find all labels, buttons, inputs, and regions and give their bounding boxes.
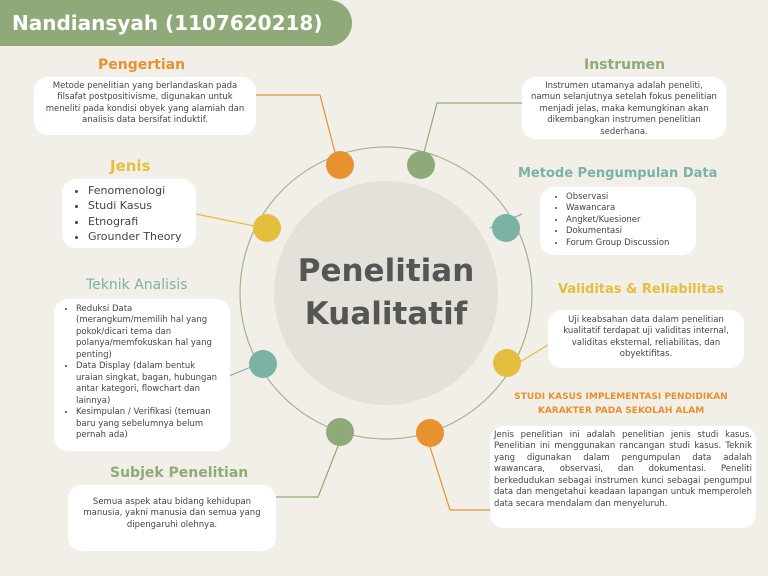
connector-pengertian [253, 95, 338, 164]
center-title [268, 250, 504, 337]
metode-item: • Observasi [566, 192, 690, 203]
studi-kasus-card [490, 426, 756, 528]
jenis-item: • Fenomenologi [88, 183, 190, 198]
jenis-title: Jenis [110, 157, 151, 175]
validitas-card [548, 310, 744, 368]
validitas-text: Uji keabsahan data dalam penelitian kualitatif terdapat uji validitas internal, validitas eksternal, reliabilitas, dan obyektifitas. [563, 315, 729, 360]
connector-subjek [276, 441, 340, 497]
center-title-line1: Penelitian [297, 253, 475, 289]
center-title-line2: Kualitatif [304, 296, 468, 333]
metode-card [540, 187, 696, 255]
node-validitas [493, 349, 521, 377]
teknik-card [54, 299, 230, 451]
jenis-item: • Etnografi [88, 214, 190, 229]
connector-instrumen [421, 103, 522, 164]
subjek-title: Subjek Penelitian [110, 465, 249, 481]
connector-validitas [520, 345, 548, 362]
instrumen-text: Instrumen utamanya adalah peneliti, namun selanjutnya setelah fokus penelitian menjadi jelas, maka kemungkinan akan dikembangkan instrumen penelitian sederhana. [531, 81, 717, 137]
teknik-title: Teknik Analisis [86, 277, 188, 293]
node-subjek [326, 418, 354, 446]
connector-jenis [196, 214, 254, 226]
jenis-card [62, 179, 196, 248]
jenis-list [72, 183, 190, 245]
jenis-item: • Grounder Theory [88, 229, 190, 244]
connector-teknik [229, 367, 251, 376]
node-metode [492, 214, 520, 242]
pengertian-card [34, 77, 256, 135]
studi-kasus-title: STUDI KASUS IMPLEMENTASI PENDIDIKAN KARAKTER PADA SEKOLAH ALAM [514, 392, 728, 417]
author-header: Nandiansyah (1107620218) [0, 0, 352, 46]
metode-item: • Wawancara [566, 203, 690, 214]
studi-kasus-text: Jenis penelitian ini adalah penelitian jenis studi kasus. Penelitian ini menggunakan rancangan studi kasus. Teknik yang digunakan dalam pengumpulan data adalah wawancara, observasi, dan dokumentasi. Peneliti berkedudukan sebagai instrumen kunci sebagai pengumpul data dan mengetahui keadaan lapangan untuk memperoleh data secara mendalam dan menyeluruh. [494, 430, 752, 509]
node-teknik [249, 350, 277, 378]
teknik-item: • Data Display (dalam bentuk uraian singkat, bagan, hubungan antar kategori, flowchart dan lainnya) [76, 361, 224, 407]
teknik-list [60, 304, 224, 442]
metode-item: • Angket/Kuesioner [566, 215, 690, 226]
metode-item: • Forum Group Discussion [566, 238, 690, 249]
instrumen-title: Instrumen [584, 57, 666, 73]
metode-list [550, 192, 690, 249]
metode-item: • Dokumentasi [566, 226, 690, 237]
validitas-title: Validitas & Reliabilitas [558, 282, 724, 297]
jenis-item: • Studi Kasus [88, 198, 190, 213]
node-jenis [253, 214, 281, 242]
pengertian-text: Metode penelitian yang berlandaskan pada filsafat postpositivisme, digunakan untuk meneliti pada kondisi obyek yang alamiah dan analisis data bersifat induktif. [45, 81, 245, 126]
instrumen-card [522, 77, 726, 139]
teknik-item: • Reduksi Data (merangkum/memilih hal yang pokok/dicari tema dan polanya/memfokuskan hal yang penting) [76, 304, 224, 361]
node-pengertian [326, 151, 354, 179]
node-studi-kasus [416, 419, 444, 447]
subjek-text: Semua aspek atau bidang kehidupan manusia, yakni manusia dan semua yang dipengaruhi olehnya. [83, 497, 261, 530]
connector-studi-kasus [430, 447, 493, 510]
subjek-card [68, 485, 276, 551]
teknik-item: • Kesimpulan / Verifikasi (temuan baru yang sebelumnya belum pernah ada) [76, 407, 224, 441]
pengertian-title: Pengertian [98, 57, 186, 73]
metode-title: Metode Pengumpulan Data [518, 166, 718, 181]
node-instrumen [407, 151, 435, 179]
